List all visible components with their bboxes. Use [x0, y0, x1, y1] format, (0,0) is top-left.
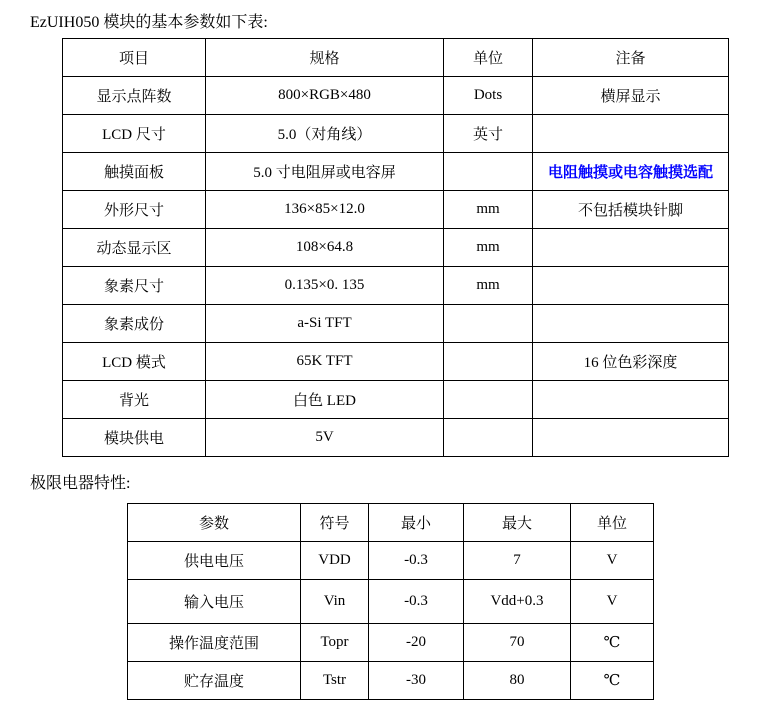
table-cell: 16 位色彩深度: [533, 343, 729, 381]
table-row: [63, 381, 729, 419]
table-cell: [533, 305, 729, 343]
table-cell: Dots: [444, 77, 533, 115]
table-cell: [533, 115, 729, 153]
table-cell: [444, 153, 533, 191]
table-cell: 象素尺寸: [63, 267, 206, 305]
table-cell: 触摸面板: [63, 153, 206, 191]
table-cell: VDD: [301, 542, 369, 580]
table-cell: mm: [444, 191, 533, 229]
table-cell: 5.0（对角线）: [206, 115, 444, 153]
column-header: 单位: [571, 504, 654, 542]
intro-heading: EzUIH050 模块的基本参数如下表:: [30, 14, 268, 31]
table-cell: 背光: [63, 381, 206, 419]
table-row: [63, 153, 729, 191]
table-cell: Tstr: [301, 662, 369, 700]
table-row: [63, 305, 729, 343]
table-cell: ℃: [571, 624, 654, 662]
basic-params-table: [62, 38, 729, 457]
table-cell: 5V: [206, 419, 444, 457]
table-cell: 0.135×0. 135: [206, 267, 444, 305]
column-header: 参数: [128, 504, 301, 542]
header-row: [63, 39, 729, 77]
table-cell: 80: [464, 662, 571, 700]
table-cell: 65K TFT: [206, 343, 444, 381]
header-row: [128, 504, 654, 542]
table-cell: -30: [369, 662, 464, 700]
table-cell: [533, 267, 729, 305]
table-cell: V: [571, 542, 654, 580]
table-cell: 5.0 寸电阻屏或电容屏: [206, 153, 444, 191]
column-header: 单位: [444, 39, 533, 77]
table-cell: LCD 模式: [63, 343, 206, 381]
table-row: [128, 624, 654, 662]
table-cell: ℃: [571, 662, 654, 700]
table-cell: a-Si TFT: [206, 305, 444, 343]
table-cell: mm: [444, 267, 533, 305]
table-cell: LCD 尺寸: [63, 115, 206, 153]
table-row: [128, 542, 654, 580]
table-row: [63, 343, 729, 381]
table-cell: 模块供电: [63, 419, 206, 457]
table-cell: 操作温度范围: [128, 624, 301, 662]
column-header: 注备: [533, 39, 729, 77]
table-cell: [444, 381, 533, 419]
table-cell: 横屏显示: [533, 77, 729, 115]
table-cell: [444, 343, 533, 381]
table-cell: 输入电压: [128, 580, 301, 624]
table-row: [63, 115, 729, 153]
table-cell: 供电电压: [128, 542, 301, 580]
table-cell: [533, 381, 729, 419]
table-cell: 白色 LED: [206, 381, 444, 419]
column-header: 最大: [464, 504, 571, 542]
table-cell: 不包括模块针脚: [533, 191, 729, 229]
table-row: [63, 229, 729, 267]
table-row: [128, 580, 654, 624]
table-cell: mm: [444, 229, 533, 267]
column-header: 规格: [206, 39, 444, 77]
table-cell: 108×64.8: [206, 229, 444, 267]
table-row: [63, 77, 729, 115]
table-cell: Vin: [301, 580, 369, 624]
table-cell: 136×85×12.0: [206, 191, 444, 229]
table-row: [63, 267, 729, 305]
table-cell: [444, 419, 533, 457]
table-row: [128, 662, 654, 700]
table-cell: 象素成份: [63, 305, 206, 343]
table-cell: 7: [464, 542, 571, 580]
table-cell: 英寸: [444, 115, 533, 153]
table-row: [63, 419, 729, 457]
table-cell: V: [571, 580, 654, 624]
table-cell: 贮存温度: [128, 662, 301, 700]
table-cell: [533, 419, 729, 457]
table-cell: 电阻触摸或电容触摸选配: [533, 153, 729, 191]
table-cell: 动态显示区: [63, 229, 206, 267]
limits-heading: 极限电器特性:: [30, 475, 131, 492]
table-cell: [444, 305, 533, 343]
column-header: 项目: [63, 39, 206, 77]
column-header: 最小: [369, 504, 464, 542]
table-cell: Topr: [301, 624, 369, 662]
table-cell: 外形尺寸: [63, 191, 206, 229]
column-header: 符号: [301, 504, 369, 542]
limits-table: [127, 503, 654, 700]
table-cell: -0.3: [369, 542, 464, 580]
table-cell: 显示点阵数: [63, 77, 206, 115]
table-cell: 70: [464, 624, 571, 662]
table-cell: -20: [369, 624, 464, 662]
table-cell: -0.3: [369, 580, 464, 624]
table-cell: [533, 229, 729, 267]
table-cell: Vdd+0.3: [464, 580, 571, 624]
table-cell: 800×RGB×480: [206, 77, 444, 115]
table-row: [63, 191, 729, 229]
